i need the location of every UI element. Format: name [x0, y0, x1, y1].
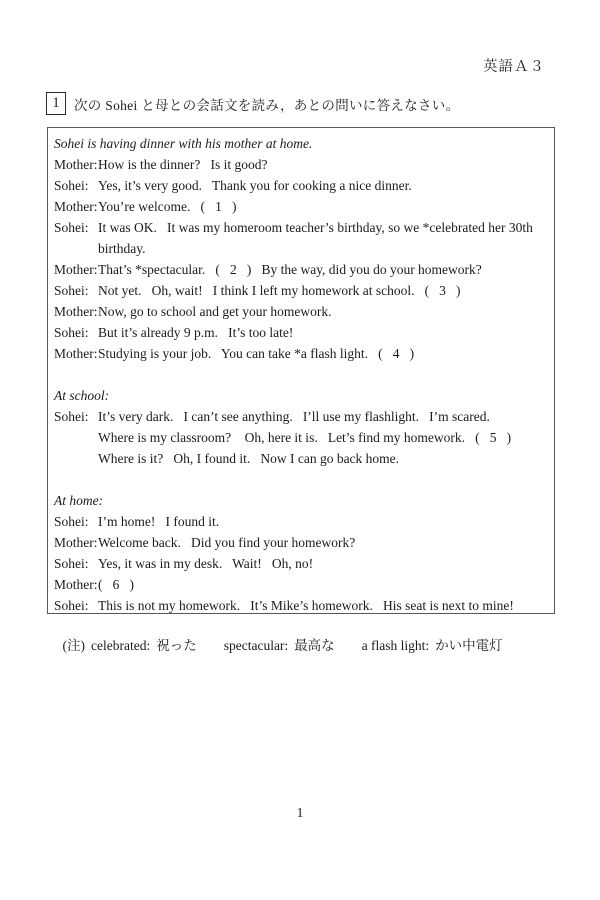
dialogue-text: Where is it? Oh, I found it. Now I can go back home. [98, 451, 400, 466]
dialogue-line [54, 511, 550, 532]
note-meaning: 祝った [156, 638, 197, 653]
speaker-label: Sohei: [54, 220, 89, 235]
stage-direction: Sohei is having dinner with his mother at home. [54, 136, 313, 151]
dialogue-line [54, 532, 550, 553]
speaker-label: Mother: [54, 199, 98, 214]
speaker-label [54, 238, 98, 259]
exam-title-header: 英語Ａ３ [483, 59, 545, 75]
dialogue-line [54, 259, 550, 280]
stage-direction: At school: [54, 388, 110, 403]
dialogue-box [47, 127, 555, 614]
dialogue-line [54, 574, 550, 595]
dialogue-line [54, 238, 550, 259]
speaker-label: Mother: [54, 535, 98, 550]
dialogue-text: How is the dinner? Is it good? [98, 157, 268, 172]
dialogue-line [54, 301, 550, 322]
dialogue-line [54, 427, 550, 448]
dialogue-line [54, 364, 550, 385]
dialogue-text: Studying is your job. You can take *a flash light. ( 4 ) [98, 346, 415, 361]
dialogue-text: Not yet. Oh, wait! I think I left my homework at school. ( 3 ) [98, 283, 461, 298]
note-meaning: 最高な [294, 638, 335, 653]
dialogue-text: birthday. [98, 241, 146, 256]
dialogue-line [54, 217, 550, 238]
dialogue-line [54, 133, 550, 154]
speaker-label: Sohei: [54, 178, 89, 193]
dialogue-line [54, 553, 550, 574]
note-item [91, 638, 197, 653]
dialogue-line [54, 175, 550, 196]
question-number-box: 1 [46, 92, 66, 115]
dialogue-line [54, 280, 550, 301]
dialogue-line [54, 196, 550, 217]
dialogue-text: You’re welcome. ( 1 ) [98, 199, 237, 214]
dialogue-line [54, 448, 550, 469]
speaker-label: Mother: [54, 304, 98, 319]
speaker-label [54, 448, 98, 469]
speaker-label: Sohei: [54, 325, 89, 340]
speaker-label: Sohei: [54, 283, 89, 298]
dialogue-text: Yes, it was in my desk. Wait! Oh, no! [98, 556, 314, 571]
dialogue-text: Where is my classroom? Oh, here it is. Let’s find my homework. ( 5 ) [98, 430, 512, 445]
page-number: 1 [296, 805, 304, 820]
dialogue-text: I’m home! I found it. [98, 514, 220, 529]
dialogue-line [54, 469, 550, 490]
dialogue-text: Welcome back. Did you find your homework? [98, 535, 356, 550]
dialogue-line [54, 490, 550, 511]
speaker-label: Sohei: [54, 409, 89, 424]
dialogue-text: But it’s already 9 p.m. It’s too late! [98, 325, 294, 340]
dialogue-line [54, 154, 550, 175]
dialogue-line [54, 406, 550, 427]
question-prompt: 次の Sohei と母との会話文を読み，あとの問いに答えなさい。 [74, 97, 460, 113]
dialogue-text: Now, go to school and get your homework. [98, 304, 332, 319]
dialogue-text: It’s very dark. I can’t see anything. I’ll use my flashlight. I’m scared. [98, 409, 490, 424]
dialogue-line [54, 595, 550, 614]
speaker-label [54, 427, 98, 448]
notes-line [49, 616, 503, 676]
note-term: a flash light: [361, 638, 430, 653]
note-term: spectacular: [223, 638, 289, 653]
dialogue-line [54, 322, 550, 343]
dialogue-line [54, 343, 550, 364]
speaker-label: Mother: [54, 262, 98, 277]
dialogue-line [54, 385, 550, 406]
note-item [224, 638, 335, 653]
notes-items [91, 638, 503, 653]
speaker-label: Mother: [54, 577, 98, 592]
speaker-label: Sohei: [54, 598, 89, 613]
notes-prefix: (注) [62, 638, 85, 653]
dialogue-text: ( 6 ) [98, 577, 134, 592]
dialogue-text: Yes, it’s very good. Thank you for cooking a nice dinner. [98, 178, 412, 193]
speaker-label: Sohei: [54, 556, 89, 571]
speaker-label: Sohei: [54, 514, 89, 529]
note-item [362, 638, 503, 653]
dialogue-text: It was OK. It was my homeroom teacher’s birthday, so we *celebrated her 30th [98, 220, 533, 235]
stage-direction: At home: [54, 493, 104, 508]
question-heading [46, 92, 459, 115]
note-meaning: かい中電灯 [435, 638, 503, 653]
speaker-label: Mother: [54, 346, 98, 361]
dialogue-text: That’s *spectacular. ( 2 ) By the way, did you do your homework? [98, 262, 482, 277]
speaker-label: Mother: [54, 157, 98, 172]
note-term: celebrated: [91, 638, 151, 653]
dialogue-text: This is not my homework. It’s Mike’s homework. His seat is next to mine! [98, 598, 514, 613]
